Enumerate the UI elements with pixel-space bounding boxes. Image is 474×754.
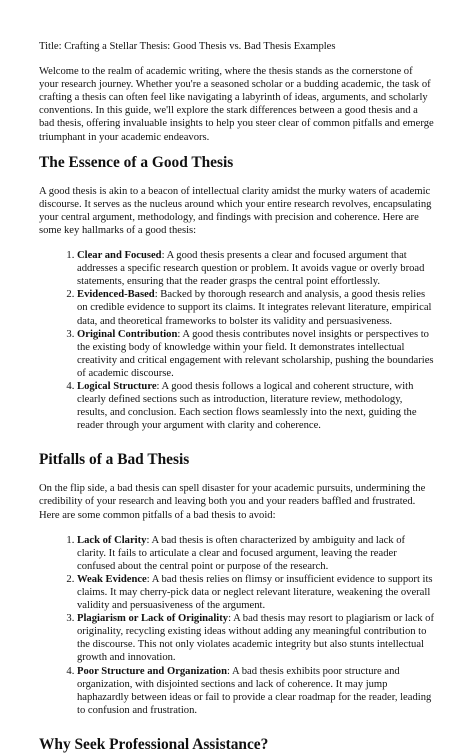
list-item [77, 328, 434, 380]
list-item-text: : A bad thesis is often characterized by ambiguity and lack of clarity. It fails to articulate a clear and focused argument, leaving the reader confused about the central point or purpose of the research. [77, 534, 406, 572]
list-item-term: Clear and Focused [77, 250, 162, 262]
good-thesis-list [39, 249, 434, 432]
list-item [77, 665, 434, 717]
list-item [77, 573, 434, 612]
list-item-text: : A bad thesis may resort to plagiarism or lack of originality, recycling existing ideas without adding any meaningful contribution to the discourse. This not only violates academic integrity but also stunts intellectual growth and innovation. [77, 613, 435, 664]
list-item-text: : A bad thesis relies on flimsy or insufficient evidence to support its claims. It may cherry-pick data or neglect relevant literature, weakening the overall validity and persuasiveness of the argument. [77, 573, 433, 612]
list-item-term: Logical Structure [77, 380, 157, 392]
professional-assistance-heading: Why Seek Professional Assistance? [39, 735, 269, 753]
list-item-term: Lack of Clarity [77, 534, 147, 546]
intro-paragraph: Welcome to the realm of academic writing, where the thesis stands as the cornerstone of your research journey. Whether you're a seasoned scholar or a budding academic, the task of crafting a thesis can often feel like navigating a labyrinth of ideas, arguments, and scholarly conventions. In this guide, we'll explore the stark differences between a good thesis and a bad thesis, offering invaluable insights to help you steer clear of common pitfalls and emerge triumphant in your academic endeavors. [39, 66, 434, 143]
good-thesis-lead: A good thesis is akin to a beacon of intellectual clarity amidst the murky waters of academic discourse. It serves as the nucleus around which your entire research revolves, encapsulating your central argument, methodology, and findings with precision and coherence. Here are some key hallmarks of a good thesis: [39, 185, 432, 236]
list-item [77, 288, 434, 327]
document-title-line: Title: Crafting a Stellar Thesis: Good Thesis vs. Bad Thesis Examples [39, 41, 336, 52]
list-item-text: : Backed by thorough research and analysis, a good thesis relies on credible evidence to support its claims. It integrates relevant literature, empirical data, and theoretical frameworks to bolster its validity and persuasiveness. [77, 289, 432, 327]
list-item-term: Poor Structure and Organization [77, 665, 227, 677]
list-item [77, 380, 434, 432]
good-thesis-heading: The Essence of a Good Thesis [39, 153, 234, 171]
list-item-term: Original Contribution [77, 328, 178, 340]
list-item [77, 249, 434, 288]
list-item-term: Plagiarism or Lack of Originality [77, 613, 229, 625]
list-item [77, 534, 434, 573]
bad-thesis-lead: On the flip side, a bad thesis can spell disaster for your academic pursuits, undermining the credibility of your research and leaving both you and your readers baffled and frustrated. Here are some common pitfalls of a bad thesis to avoid: [39, 483, 426, 521]
list-item-text: : A good thesis follows a logical and coherent structure, with clearly defined sections such as introduction, literature review, methodology, results, and conclusion. Each section flows seamlessly into the next, guiding the reader through your argument with clarity and coherence. [77, 380, 417, 432]
list-item-text: : A good thesis contributes novel insights or perspectives to the existing body of knowledge within your field. It demonstrates intellectual creativity and critical engagement with relevant scholarship, pushing the boundaries of academic discourse. [77, 328, 434, 379]
list-item-text: : A good thesis presents a clear and focused argument that addresses a specific research question or problem. It avoids vague or overly broad statements, ensuring that the reader grasps the central point effortlessly. [77, 250, 425, 288]
bad-thesis-heading: Pitfalls of a Bad Thesis [39, 451, 190, 469]
bad-thesis-list [39, 534, 434, 717]
list-item-term: Weak Evidence [77, 573, 147, 585]
list-item-term: Evidenced-Based [77, 289, 155, 301]
list-item [77, 612, 434, 664]
list-item-text: : A bad thesis exhibits poor structure and organization, with disjointed sections and lack of coherence. It may jump haphazardly between ideas or fail to provide a clear roadmap for the reader, leading to confusion and frustration. [77, 665, 432, 716]
